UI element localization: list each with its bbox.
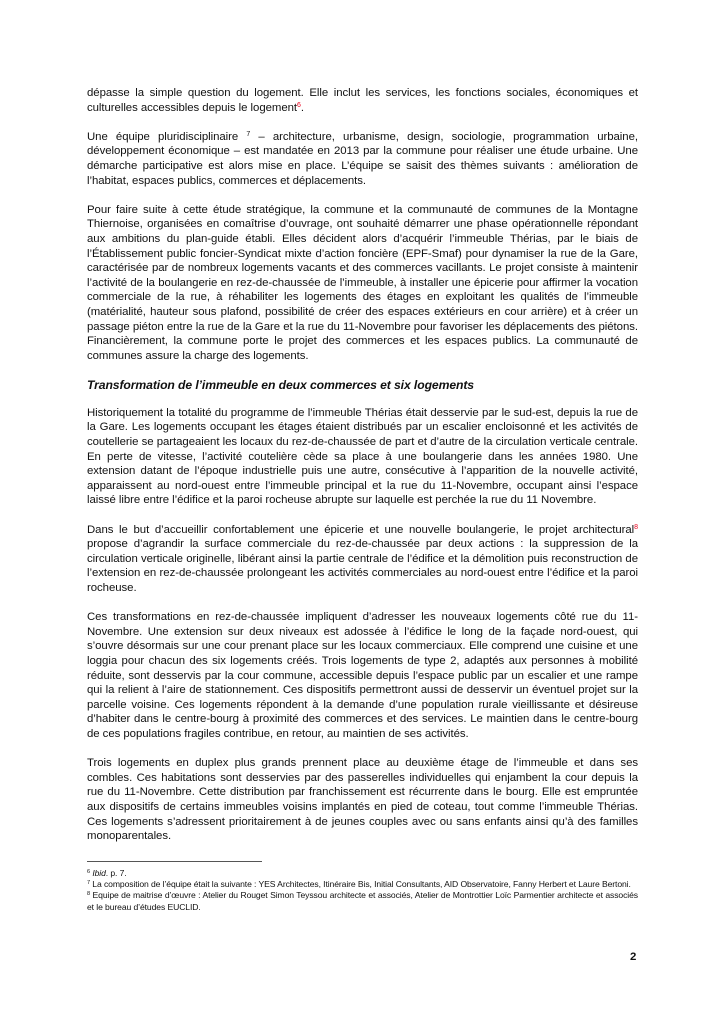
footnote-7 <box>87 879 638 890</box>
section-heading: Transformation de l’immeuble en deux commerces et six logements <box>87 377 474 392</box>
paragraph-6: Ces transformations en rez-de-chaussée impliquent d’adresser les nouveaux logements côté rue du 11-Novembre. Une extension sur deux niveaux est adossée à l’édifice le long de la façade nord-ouest, qui s’ouvre désormais sur une cour prenant place sur les locaux commerciaux. Elle comprend une cuisine et une loggia pour chacun des six logements créés. Trois logements de type 2, adaptés aux personnes à mobilité réduite, sont desservis par la cour commune, accessible depuis l’espace public par un escalier et une rampe qui la relient à l’aire de stationnement. Ces dispositifs permettront aussi de desservir un éventuel projet sur la parcelle voisine. Ces logements répondent à la demande d’une population rurale vieillissante et désireuse d’habiter dans le centre-bourg à proximité des commerces et des services. Le maintien dans le centre-bourg de ces populations fragiles contribue, en retour, au maintien de ses activités. <box>87 611 638 740</box>
paragraph-gap <box>87 508 638 523</box>
paragraph-4: Historiquement la totalité du programme de l’immeuble Thérias était desservie par le sud-est, depuis la rue de la Gare. Les logements occupant les étages étaient distribués par un escalier encloisonné et les activités de coutellerie se partageaient les locaux du rez-de-chaussée de part et d’autre de la circulation verticale centrale. En perte de vitesse, l’activité coutelière cède sa place à une boulangerie dans les années 1980. Une extension datant de l’époque industrielle puis une autre, consécutive à l’apparition de la nouvelle activité, apparaissent au nord-ouest entre l’immeuble principal et la rue du 11-Novembre, occupant ainsi l’espace laissé libre entre l’édifice et la paroi rocheuse abrupte sur laquelle est perchée la rue du 11 Novembre. <box>87 406 638 507</box>
paragraph-3: Pour faire suite à cette étude stratégique, la commune et la communauté de communes de la Montagne Thiernoise, organisées en comaîtrise d’ouvrage, ont souhaité démarrer une phase opérationnelle répondant aux ambitions du plan-guide établi. Elles décident alors d’acquérir l’immeuble Thérias, par le biais de l’Établissement public foncier-Syndicat mixte d’action foncière (EPF-Smaf) pour dynamiser la rue de la Gare, caractérisée par de nombreux logements vacants et des commerces vacillants. Le projet consiste à maintenir l’activité de la boulangerie en rez-de-chaussée de l’immeuble, à installer une épicerie pour affirmer la vocation commerciale de la rue, à réhabiliter les logements des étages en exploitant les qualités de l’immeuble (matérialité, hauteur sous plafond, possibilité de créer des espaces extérieurs en cour arrière) et à créer un passage piéton entre la rue de la Gare et la rue du 11-Novembre pour favoriser les déplacements des piétons. Financièrement, la commune porte le projet des commerces et les espaces publics. La communauté de communes assure la charge des logements. <box>87 203 638 362</box>
footnote-number: 6 <box>87 869 91 875</box>
footnote-ref-7[interactable]: 7 <box>246 130 251 138</box>
footnotes <box>87 861 638 913</box>
paragraph-5-text-after: propose d’agrandir la surface commerciale du rez-de-chaussée par deux actions : la suppression de la circulation verticale originelle, libérant ainsi la partie centrale de l’édifice et la démolition puis reconstruction de l’extension en rez-de-chaussée prolongeant les activités commerciales au nord-ouest entre l’édifice et la paroi rocheuse. <box>87 538 638 594</box>
footnote-text: La composition de l’équipe était la suivante : YES Architectes, Itinéraire Bis, Initial Consultants, AID Observatoire, Fanny Herbert et Laure Bertoni. <box>90 879 631 890</box>
footnote-ref-8[interactable]: 8 <box>634 523 638 531</box>
paragraph-1-text: dépasse la simple question du logement. Elle inclut les services, les fonctions sociales, économiques et culturelles accessibles depuis le logement <box>87 87 638 114</box>
footnote-number: 7 <box>87 880 91 887</box>
footnote-text: . p. 7. <box>105 868 127 878</box>
page-number: 2 <box>630 951 637 963</box>
paragraph-2 <box>87 130 638 188</box>
paragraph-5 <box>87 523 638 596</box>
paragraph-gap <box>87 188 638 203</box>
paragraph-gap <box>87 115 638 130</box>
footnote-number: 8 <box>87 891 91 898</box>
footnote-text: Equipe de maitrise d’œuvre : Atelier du Rouget Simon Teyssou architecte et associés, Atelier de Montrottier Loïc Parmentier architecte et associés et le bureau d’études EUCLID. <box>87 890 638 912</box>
paragraph-gap <box>87 393 638 406</box>
footnote-italic: Ibid <box>92 868 106 878</box>
paragraph-7: Trois logements en duplex plus grands prennent place au deuxième étage de l’immeuble et dans ses combles. Ces habitations sont desservies par des passerelles individuelles qui enjambent la cour depuis la rue du 11-Novembre. Cette distribution par franchissement est récurrente dans le bourg. Elle est empruntée aux dispositifs de certains immeubles voisins implantés en pied de coteau, tout comme l’immeuble Thérias. Ces logements s’adressent prioritairement à de jeunes couples avec ou sans enfants ainsi qu’à des familles monoparentales. <box>87 757 638 843</box>
footnote-8 <box>87 890 638 912</box>
paragraph-2-text-before: Une équipe pluridisciplinaire <box>87 130 239 143</box>
paragraph-gap <box>87 596 638 611</box>
footnote-6 <box>87 868 638 879</box>
paragraph-5-text-before: Dans le but d’accueillir confortablement une épicerie et une nouvelle boulangerie, le projet architectural <box>87 523 635 536</box>
paragraph-gap <box>87 363 638 378</box>
paragraph-1 <box>87 86 638 115</box>
document-body <box>87 86 638 844</box>
paragraph-1-tail: . <box>300 101 304 114</box>
footnote-separator <box>87 861 262 862</box>
paragraph-gap <box>87 742 638 757</box>
paragraph-2-text-after: – architecture, urbanisme, design, sociologie, programmation urbaine, développement économique – est mandatée en 2013 par la commune pour réaliser une étude urbaine. Une démarche participative est alors mise en place. L’équipe se saisit des thèmes suivants : amélioration de l’habitat, espaces publics, commerces et déplacements. <box>87 130 638 187</box>
footnote-ref-6[interactable]: 6 <box>297 101 301 109</box>
